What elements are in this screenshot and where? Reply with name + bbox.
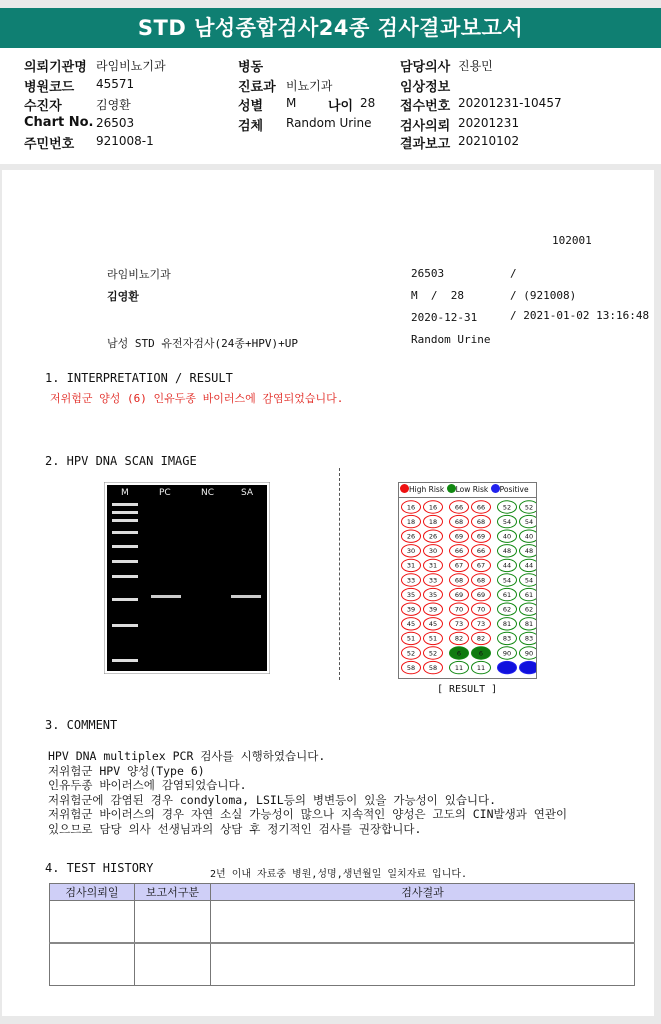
hpv-type-label: 68: [454, 517, 464, 526]
doc-code: 102001: [552, 234, 592, 247]
comment-line: 저위험군에 감염된 경우 condyloma, LSIL등의 병변등이 있을 가능성이 있습니다.: [48, 792, 497, 807]
value-age: 28: [360, 96, 376, 110]
low-risk-dot-icon: [447, 484, 456, 493]
value-patient: 김영환: [96, 98, 131, 112]
hpv-type-label: 26: [428, 532, 438, 541]
hpv-type-label: 69: [476, 532, 486, 541]
value-requesting-org: 라임비뇨기과: [96, 59, 166, 73]
hpv-type-label: 81: [502, 620, 512, 629]
hpv-type-label: 16: [428, 503, 438, 512]
hpv-type-label: 51: [428, 634, 438, 643]
hpv-type-label: 82: [476, 634, 486, 643]
hpv-type-label: 35: [428, 590, 438, 599]
hpv-type-label: 6: [456, 649, 462, 658]
hpv-type-label: 31: [428, 561, 438, 570]
label-ward: 병동: [238, 60, 264, 75]
history-cell: [50, 901, 135, 944]
hpv-type-label: 44: [524, 561, 534, 570]
hpv-type-label: 66: [476, 503, 486, 512]
hpv-type-label: 54: [502, 576, 512, 585]
comment-line: 있으므로 담당 의사 선생님과의 상담 후 정기적인 검사를 권장합니다.: [48, 821, 422, 836]
hpv-type-label: 18: [406, 517, 416, 526]
divider-dashed: [339, 468, 340, 680]
hpv-type-marker: [520, 661, 537, 673]
history-header: 검사결과: [211, 884, 635, 901]
gel-lane-label: M: [121, 488, 129, 498]
hpv-type-label: 44: [502, 561, 512, 570]
comment-line: 저위험군 HPV 양성(Type 6): [48, 763, 205, 778]
label-doctor: 담당의사: [400, 60, 451, 75]
comment-line: 저위험군 바이러스의 경우 자연 소실 가능성이 많으나 지속적인 양성은 고도의 CIN발생과 연관이: [48, 807, 568, 821]
test-history-table: [49, 883, 635, 986]
hpv-type-label: 67: [454, 561, 464, 570]
hpv-type-label: 62: [524, 605, 534, 614]
label-receipt-no: 접수번호: [400, 99, 451, 114]
hpv-type-label: 66: [454, 503, 464, 512]
doc-slash: /: [510, 267, 517, 280]
label-result-report: 결과보고: [400, 137, 451, 152]
section-interpretation-title: 1. INTERPRETATION / RESULT: [45, 371, 233, 385]
hpv-type-label: 18: [428, 517, 438, 526]
history-cell: [135, 901, 211, 944]
interpretation-result: 저위험군 양성 (6) 인유두종 바이러스에 감염되었습니다.: [50, 392, 344, 405]
doc-test-name: 남성 STD 유전자검사(24종+HPV)+UP: [107, 337, 298, 350]
hpv-legend: [400, 484, 533, 496]
value-result-report: 20210102: [458, 134, 520, 148]
hpv-type-label: 66: [454, 547, 464, 556]
hpv-type-label: 48: [524, 547, 534, 556]
value-department: 비뇨기과: [286, 79, 333, 93]
hpv-type-label: 40: [524, 532, 534, 541]
label-patient: 수진자: [24, 99, 62, 114]
doc-chart-no: 26503: [411, 267, 445, 280]
value-doctor: 진용민: [458, 59, 493, 73]
label-requesting-org: 의뢰기관명: [24, 60, 87, 75]
doc-patient-name: 김영환: [107, 290, 139, 303]
hpv-type-label: 40: [502, 532, 512, 541]
hpv-type-label: 11: [454, 663, 464, 672]
section-hpv-scan-title: 2. HPV DNA SCAN IMAGE: [45, 454, 197, 468]
hpv-type-marker: [498, 661, 517, 673]
value-specimen: Random Urine: [286, 116, 372, 130]
table-row: [50, 901, 635, 944]
value-resident-no: 921008-1: [96, 134, 154, 148]
history-header: 보고서구분: [135, 884, 211, 901]
hpv-type-label: 82: [454, 634, 464, 643]
positive-dot-icon: [491, 484, 500, 493]
doc-specimen: Random Urine: [411, 333, 491, 346]
hpv-type-label: 70: [454, 605, 464, 614]
hpv-type-label: 83: [524, 634, 534, 643]
report-title: STD 남성종합검사24종 검사결과보고서: [0, 8, 661, 48]
doc-receipt-date: 2020-12-31: [411, 311, 478, 324]
hpv-type-label: 66: [476, 547, 486, 556]
hpv-result-caption: [ RESULT ]: [437, 684, 498, 695]
gel-lane-label: PC: [159, 488, 171, 498]
label-sex: 성별: [238, 99, 264, 114]
hpv-type-label: 45: [406, 620, 416, 629]
hpv-type-label: 69: [476, 590, 486, 599]
gel-lane-label: SA: [241, 488, 254, 498]
hpv-type-label: 90: [524, 649, 534, 658]
value-chart-no: 26503: [96, 116, 135, 130]
hpv-type-grid: [398, 498, 536, 676]
label-chart-no: Chart No.: [24, 115, 94, 130]
hpv-type-label: 51: [406, 634, 416, 643]
hpv-type-label: 68: [476, 517, 486, 526]
gel-lane-label: NC: [201, 488, 215, 498]
hpv-type-label: 45: [428, 620, 438, 629]
hpv-type-label: 54: [502, 517, 512, 526]
hpv-type-label: 70: [476, 605, 486, 614]
label-department: 진료과: [238, 80, 276, 95]
doc-sex-age: M / 28: [411, 289, 464, 302]
hpv-type-label: 11: [476, 663, 486, 672]
hpv-type-label: 61: [502, 590, 512, 599]
hpv-type-label: 69: [454, 532, 464, 541]
hpv-type-label: 39: [406, 605, 416, 614]
hpv-type-label: 62: [502, 605, 512, 614]
hpv-type-label: 58: [428, 663, 438, 672]
hpv-type-label: 69: [454, 590, 464, 599]
hpv-type-label: 68: [454, 576, 464, 585]
legend-high-risk: High Risk: [409, 485, 445, 494]
history-header: 검사의뢰일: [50, 884, 135, 901]
comment-block: [48, 749, 567, 836]
hpv-type-label: 6: [478, 649, 484, 658]
section-history-title: 4. TEST HISTORY: [45, 861, 154, 875]
hpv-type-label: 30: [406, 547, 416, 556]
label-test-request: 검사의뢰: [400, 119, 451, 134]
hpv-type-label: 39: [428, 605, 438, 614]
hpv-type-label: 52: [502, 503, 512, 512]
hpv-type-label: 58: [406, 663, 416, 672]
hpv-type-label: 61: [524, 590, 534, 599]
value-receipt-no: 20201231-10457: [458, 96, 562, 110]
table-row: [50, 943, 635, 986]
hpv-type-label: 35: [406, 590, 416, 599]
hpv-type-label: 81: [524, 620, 534, 629]
comment-line: HPV DNA multiplex PCR 검사를 시행하였습니다.: [48, 749, 326, 763]
history-cell: [211, 943, 635, 986]
legend-low-risk: Low Risk: [455, 485, 489, 494]
history-cell: [211, 901, 635, 944]
patient-info-panel: [0, 48, 661, 164]
hpv-type-label: 52: [524, 503, 534, 512]
hpv-type-label: 54: [524, 517, 534, 526]
value-sex: M: [286, 96, 297, 110]
hpv-type-label: 26: [406, 532, 416, 541]
value-test-request: 20201231: [458, 116, 520, 130]
doc-report-datetime: / 2021-01-02 13:16:48: [510, 309, 650, 322]
history-cell: [50, 943, 135, 986]
hpv-type-label: 52: [428, 649, 438, 658]
label-age: 나이: [328, 99, 354, 114]
hpv-type-label: 83: [502, 634, 512, 643]
high-risk-dot-icon: [400, 484, 409, 493]
doc-clinic: 라임비뇨기과: [107, 268, 171, 281]
hpv-type-label: 54: [524, 576, 534, 585]
legend-positive: Positive: [499, 485, 529, 494]
comment-line: 인유두종 바이러스에 감염되었습니다.: [48, 778, 247, 792]
label-resident-no: 주민번호: [24, 137, 75, 152]
hpv-type-label: 16: [406, 503, 416, 512]
hpv-type-label: 67: [476, 561, 486, 570]
gel-electrophoresis-image: [104, 482, 270, 674]
hpv-type-label: 73: [454, 620, 464, 629]
history-cell: [135, 943, 211, 986]
hpv-type-label: 48: [502, 547, 512, 556]
history-note: 2년 이내 자료중 병원,성명,생년월일 일치자료 입니다.: [210, 869, 468, 880]
hpv-type-label: 33: [428, 576, 438, 585]
label-clinical-info: 임상정보: [400, 80, 451, 95]
hpv-type-label: 68: [476, 576, 486, 585]
hpv-type-label: 31: [406, 561, 416, 570]
value-hospital-code: 45571: [96, 77, 135, 91]
hpv-type-label: 73: [476, 620, 486, 629]
hpv-type-label: 30: [428, 547, 438, 556]
section-comment-title: 3. COMMENT: [45, 718, 118, 732]
doc-id: / (921008): [510, 289, 577, 302]
hpv-type-label: 90: [502, 649, 512, 658]
hpv-type-label: 33: [406, 576, 416, 585]
label-specimen: 검체: [238, 119, 264, 134]
hpv-type-label: 52: [406, 649, 416, 658]
label-hospital-code: 병원코드: [24, 80, 75, 95]
